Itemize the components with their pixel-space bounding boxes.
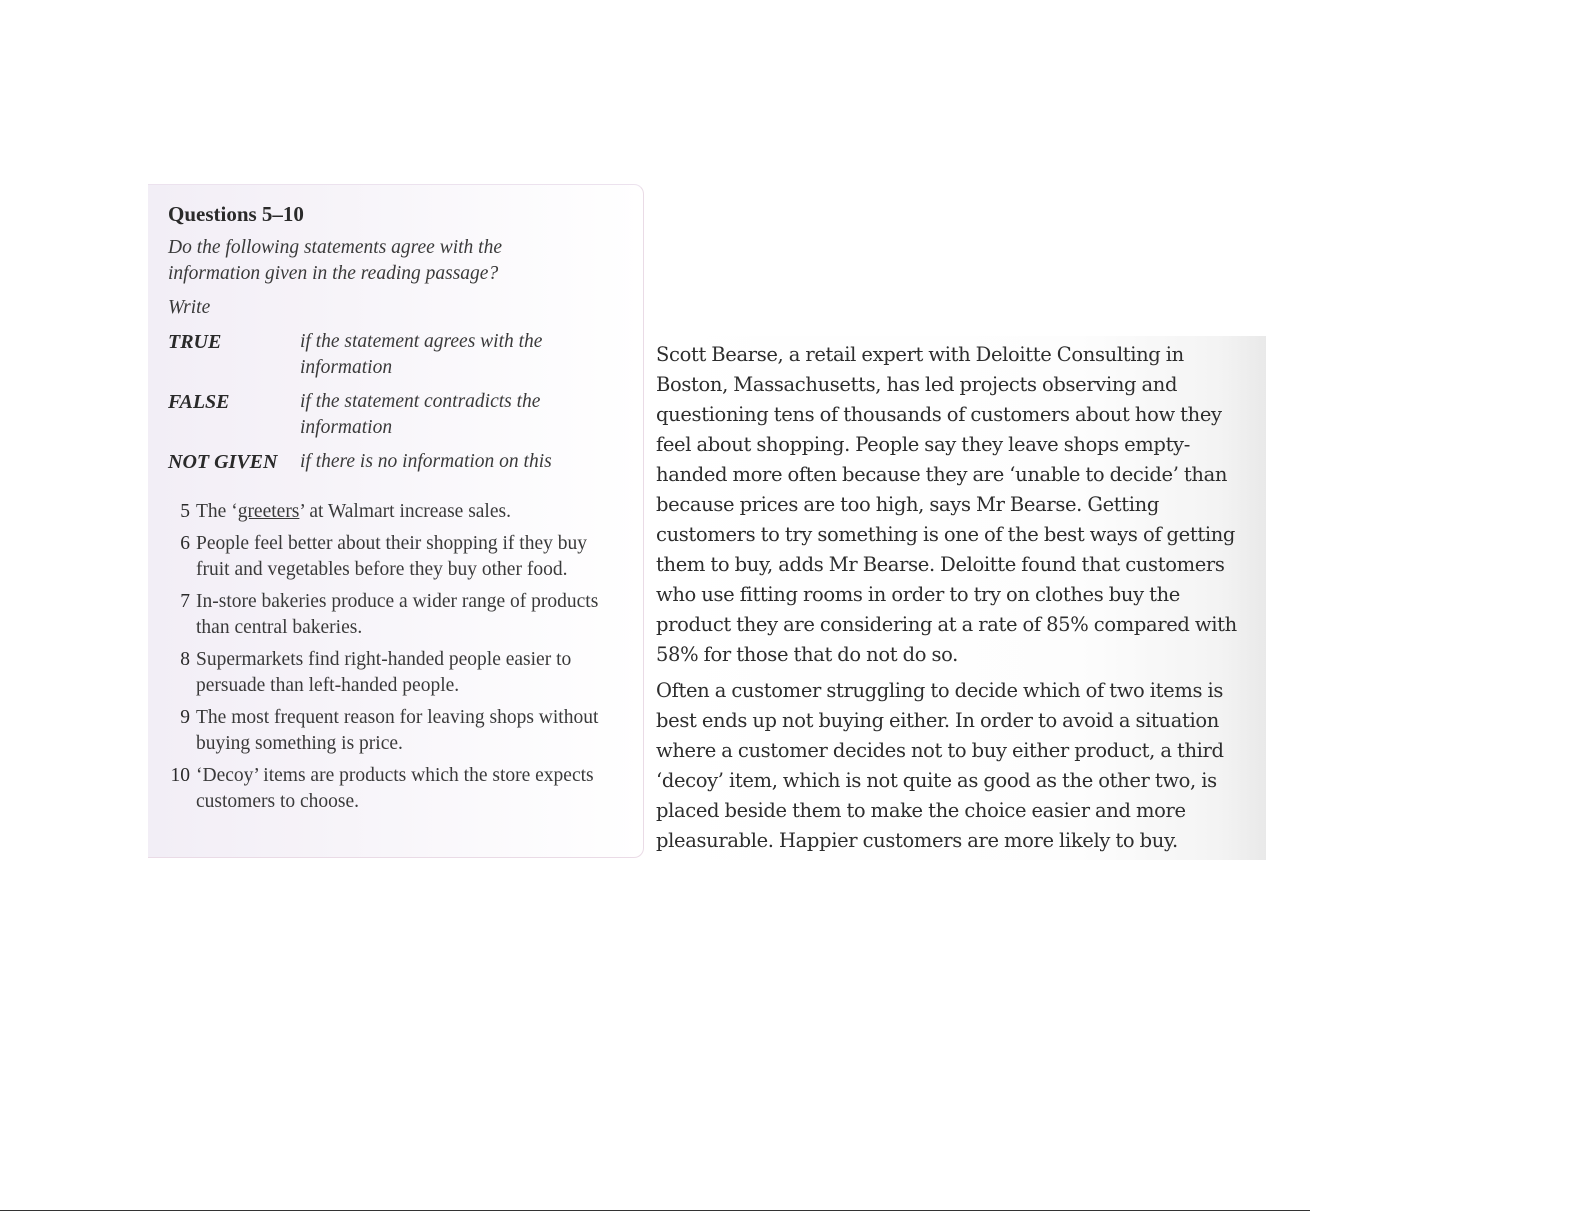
- question-text: ‘Decoy’ items are products which the store expects customers to choose.: [196, 765, 594, 812]
- question-text: The most frequent reason for leaving shops without buying something is price.: [196, 707, 599, 754]
- question-text: Supermarkets find right-handed people easier to persuade than left-handed people.: [196, 649, 572, 696]
- question-text-after: ’ at Walmart increase sales.: [299, 501, 511, 522]
- question-text: [196, 499, 623, 525]
- question-text: In-store bakeries produce a wider range of products than central bakeries.: [196, 591, 599, 638]
- question-number: 7: [180, 591, 190, 612]
- answer-key: [168, 329, 623, 475]
- passage-paragraph-1: Scott Bearse, a retail expert with Deloitte Consulting in Boston, Massachusetts, has led projects observing and questioning tens of thousands of customers about how they feel about shopping. People say they leave shops empty-handed more often because they are ‘unable to decide’ than because prices are too high, says Mr Bearse. Getting customers to try something is one of the best ways of getting them to buy, adds Mr Bearse. Deloitte found that customers who use fitting rooms in order to try on clothes buy the product they are considering at a rate of 85% compared with 58% for those that do not do so.: [656, 343, 1237, 666]
- write-label: Write: [168, 297, 211, 318]
- question-text-before: The ‘: [196, 501, 238, 522]
- key-definition-true: if the statement agrees with the information: [300, 331, 543, 378]
- reading-passage: [648, 336, 1266, 860]
- key-term-not-given: NOT GIVEN: [168, 451, 278, 473]
- key-definition-false: if the statement contradicts the information: [300, 391, 541, 438]
- page-bottom-rule: [0, 1210, 1310, 1211]
- answer-key-row: [168, 329, 623, 381]
- questions-panel: [148, 184, 644, 858]
- question-item-6: [168, 531, 623, 583]
- questions-heading: Questions 5–10: [168, 202, 304, 226]
- question-number: 8: [180, 649, 190, 670]
- question-item-8: [168, 647, 623, 699]
- question-item-5: [168, 499, 623, 525]
- question-number: 10: [170, 765, 190, 786]
- question-item-7: [168, 589, 623, 641]
- underlined-term: greeters: [237, 501, 300, 522]
- question-number: 6: [180, 533, 190, 554]
- passage-paragraph-2: Often a customer struggling to decide which of two items is best ends up not buying either. In order to avoid a situation where a customer decides not to buy either product, a third ‘decoy’ item, which is not quite as good as the other two, is placed beside them to make the choice easier and more pleasurable. Happier customers are more likely to buy.: [656, 679, 1224, 852]
- answer-key-row: [168, 449, 623, 475]
- question-item-10: [168, 763, 623, 815]
- question-item-9: [168, 705, 623, 757]
- question-list: [168, 499, 623, 815]
- question-number: 9: [180, 707, 190, 728]
- key-term-true: TRUE: [168, 331, 222, 353]
- answer-key-row: [168, 389, 623, 441]
- key-term-false: FALSE: [168, 391, 230, 413]
- questions-instruction: Do the following statements agree with the information given in the reading passage?: [168, 237, 502, 284]
- question-text: People feel better about their shopping if they buy fruit and vegetables before they buy other food.: [196, 533, 587, 580]
- key-definition-not-given: if there is no information on this: [300, 451, 552, 472]
- question-number: 5: [180, 501, 190, 522]
